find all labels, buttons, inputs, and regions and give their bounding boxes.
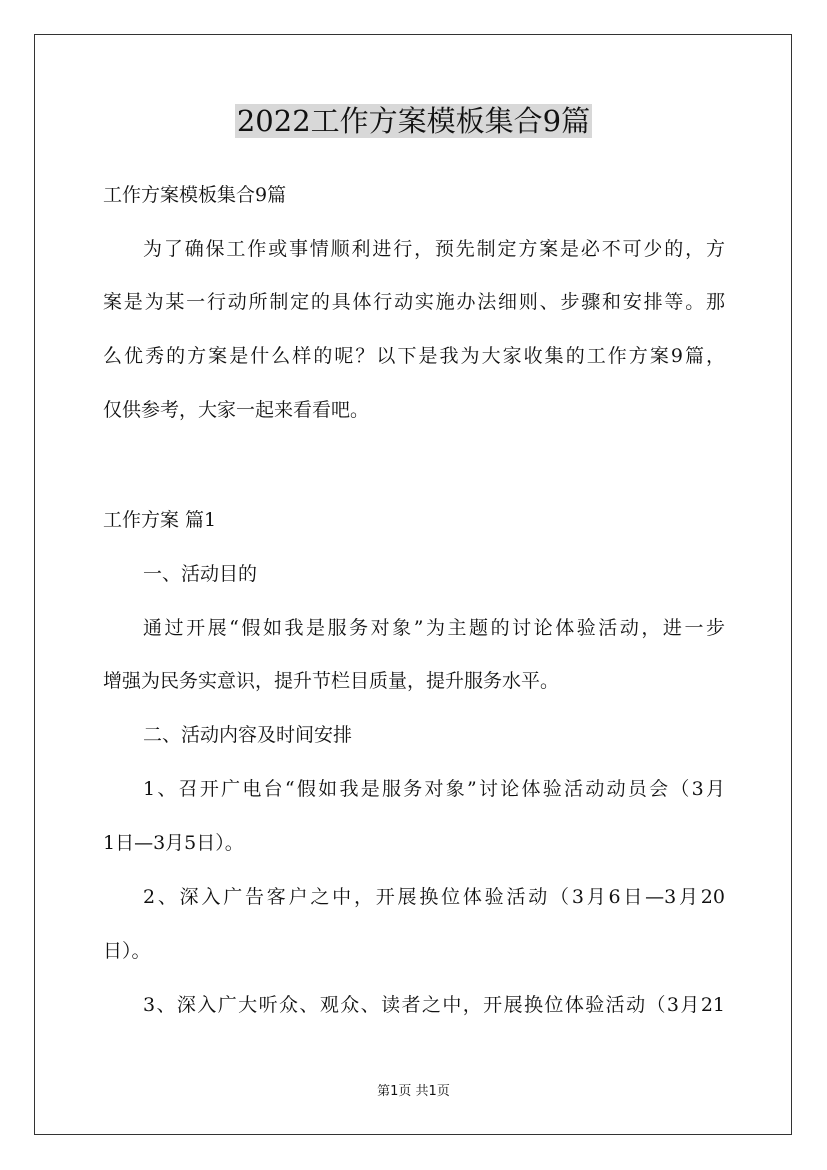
body-line: 2、深入广告客户之中，开展换位体验活动（3月6日—3月20 <box>143 886 725 908</box>
body-line: 3、深入广大听众、观众、读者之中，开展换位体验活动（3月21 <box>143 994 725 1016</box>
body-line: 增强为民务实意识，提升节栏目质量，提升服务水平。 <box>103 670 560 692</box>
page-number-footer: 第1页 共1页 <box>377 1084 450 1099</box>
document-title-text: 2022工作方案模板集合9篇 <box>236 104 591 138</box>
document-title <box>0 100 827 142</box>
section-heading: 工作方案 篇1 <box>103 509 217 531</box>
body-line: 1日—3月5日）。 <box>103 832 244 854</box>
intro-line: 么优秀的方案是什么样的呢？以下是我为大家收集的工作方案9篇， <box>103 345 725 367</box>
body-line: 日）。 <box>103 940 151 962</box>
body-heading: 二、活动内容及时间安排 <box>143 724 353 746</box>
body-line: 1、召开广电台“假如我是服务对象”讨论体验活动动员会（3月 <box>143 778 725 800</box>
intro-line: 为了确保工作或事情顺利进行，预先制定方案是必不可少的，方 <box>143 238 725 260</box>
body-heading: 一、活动目的 <box>143 563 258 585</box>
intro-line: 案是为某一行动所制定的具体行动实施办法细则、步骤和安排等。那 <box>103 291 725 313</box>
body-line: 通过开展“假如我是服务对象”为主题的讨论体验活动，进一步 <box>143 617 725 639</box>
document-subtitle: 工作方案模板集合9篇 <box>103 184 287 206</box>
intro-line: 仅供参考，大家一起来看看吧。 <box>103 399 370 421</box>
